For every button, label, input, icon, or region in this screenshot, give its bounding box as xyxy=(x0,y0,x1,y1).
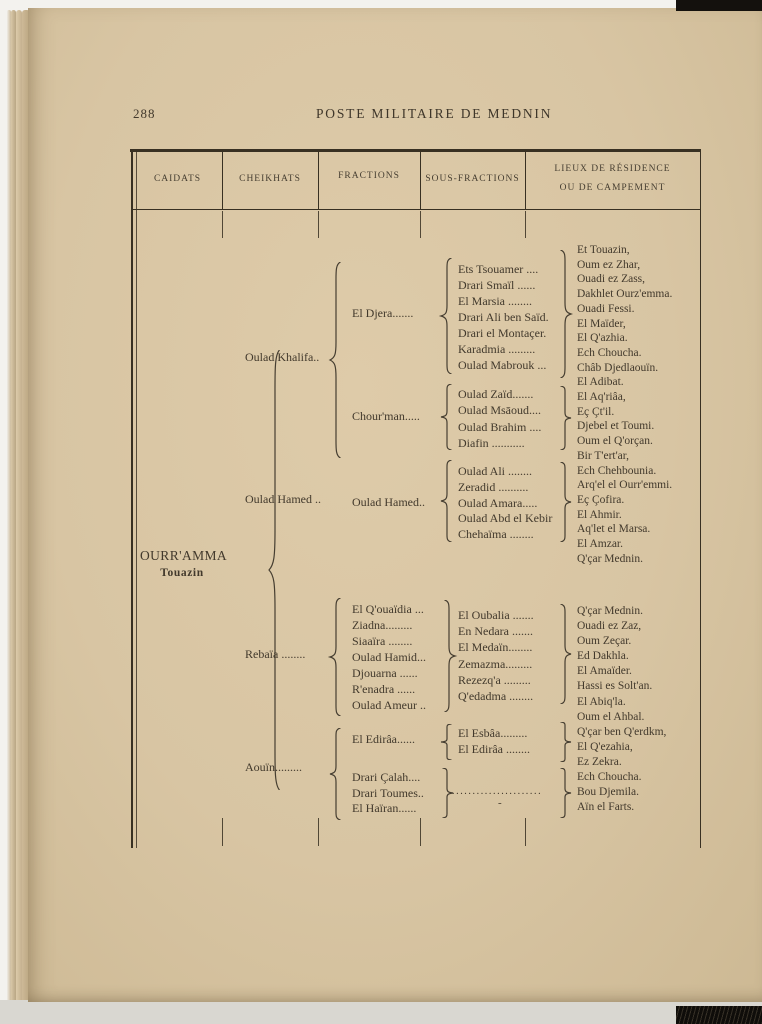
brace-group2-close xyxy=(558,386,574,450)
brace-fraction-djera xyxy=(438,258,454,374)
fraction-entry: Oulad Hamid... xyxy=(352,650,426,664)
lieu-entry: Q'çar Mednin. xyxy=(577,605,643,617)
lieu-entry: Aq'let el Marsa. xyxy=(577,523,651,536)
sous-fraction-entry: Oulad Msāoud.... xyxy=(458,403,541,418)
cheikhat-oulad-hamed: Oulad Hamed .. xyxy=(245,492,321,506)
cheikhat-oulad-khalifa: Oulad Khalifa.. xyxy=(245,350,320,364)
brace-cheikhat-khalifa xyxy=(327,262,343,458)
column-stub-top xyxy=(525,211,526,238)
brace-cheikhat-rebaia xyxy=(327,598,343,716)
fraction-entry: Drari Çalah.... xyxy=(352,770,421,784)
column-stub-bottom xyxy=(525,818,526,846)
sous-fraction-entry: Oulad Amara..... xyxy=(458,495,538,510)
header-sous-fractions: SOUS-FRACTIONS xyxy=(425,174,520,184)
brace-caidat xyxy=(266,350,282,790)
lieu-entry: El Q'azhia. xyxy=(577,332,628,345)
sous-fraction-entry: Drari el Montaçer. xyxy=(458,326,547,340)
column-stub-top xyxy=(318,211,319,238)
lieu-entry: El Amaïder. xyxy=(577,665,632,678)
lieu-entry: Oum Zeçar. xyxy=(577,635,632,648)
sous-fraction-entry: Drari Ali ben Saïd. xyxy=(458,310,549,324)
lieu-entry: Ouadi ez Zaz, xyxy=(577,620,642,633)
fraction-oulad-hamed: Oulad Hamed.. xyxy=(352,495,425,509)
header-fractions: FRACTIONS xyxy=(338,171,400,181)
cheikhat-aouin: Aouïn......... xyxy=(245,760,302,774)
lieu-entry: Bir T'ert'ar, xyxy=(577,449,630,462)
fraction-drari-list xyxy=(352,770,424,817)
lieu-entry: Hassi es Solt'an. xyxy=(577,680,653,693)
fraction-entry: El Q'ouaïdia ... xyxy=(352,602,424,616)
sous-fraction-entry: Rezezq'a ......... xyxy=(458,672,531,687)
sous-fraction-entry: Zemazma......... xyxy=(458,656,533,671)
header-caidats: CAIDATS xyxy=(153,174,202,184)
lieu-entry: El Q'ezahia, xyxy=(577,740,633,753)
brace-group4-close xyxy=(558,604,574,704)
lieu-entry: El Amzar. xyxy=(577,538,623,551)
page-number: 288 xyxy=(133,106,156,121)
lieux-group-b xyxy=(577,604,666,815)
sous-fraction-entry: Oulad Ali ........ xyxy=(458,464,532,478)
lieu-entry: Djebel et Toumi. xyxy=(577,420,655,433)
table-top-border xyxy=(130,149,701,152)
fraction-el-djera: El Djera....... xyxy=(352,306,414,320)
header-cheikhats: CHEIKHATS xyxy=(239,174,301,184)
fraction-entry: Oulad Ameur .. xyxy=(352,698,426,712)
lieu-entry: Eç Çt'il. xyxy=(577,405,615,418)
lieu-entry: El Maïder, xyxy=(577,317,626,330)
fraction-el-ediraa: El Edirâa...... xyxy=(352,732,415,746)
lieu-entry: Ez Zekra. xyxy=(577,755,622,768)
lieu-entry: Dakhlet Ourz'emma. xyxy=(577,288,673,301)
caidat-name: OURR'AMMA xyxy=(140,548,228,563)
scan-artifact-bottom-bar xyxy=(676,1006,762,1024)
lieu-entry: Oum el Q'orçan. xyxy=(577,435,653,448)
lieu-entry: El Aq'riâa, xyxy=(577,391,626,404)
column-stub-bottom xyxy=(420,818,421,846)
lieu-entry: Eç Çofira. xyxy=(577,493,625,506)
fraction-rebaia-list xyxy=(352,601,426,713)
sous-fraction-entry: Chehaïma ........ xyxy=(458,527,534,542)
fraction-entry: Siaaïra ........ xyxy=(352,634,413,648)
sous-fraction-entry: El Esbâa......... xyxy=(458,726,528,740)
lieu-entry: Châb Djedlaouïn. xyxy=(577,361,659,374)
lieu-entry: Q'çar Mednin. xyxy=(577,552,643,565)
header-lieux-line2: OU DE CAMPEMENT xyxy=(559,183,666,193)
fraction-entry: Ziadna......... xyxy=(352,618,413,632)
lieu-entry: El Adibat. xyxy=(577,376,624,389)
lieu-entry: Q'çar ben Q'erdkm, xyxy=(577,725,667,738)
brace-cheikhat-aouin xyxy=(327,728,343,820)
brace-fraction-ediraa xyxy=(438,724,454,760)
sous-fraction-entry: Oulad Mabrouk ... xyxy=(458,358,547,372)
fraction-entry: Djouarna ...... xyxy=(352,666,418,680)
lieu-entry: Ouadi Fessi. xyxy=(577,302,635,315)
lieu-entry: Ech Chehbounia. xyxy=(577,464,657,477)
sous-fraction-entry: Oulad Zaïd....... xyxy=(458,387,534,401)
header-bottom-rule xyxy=(131,209,701,210)
lieu-entry: Arq'el el Ourr'emmi. xyxy=(577,479,673,492)
brace-drari-right xyxy=(558,768,574,818)
sous-fractions-group5 xyxy=(458,725,530,757)
column-stub-bottom xyxy=(318,818,319,846)
sous-fractions-group1 xyxy=(458,261,549,373)
fraction-chourman: Chour'man..... xyxy=(352,409,420,423)
sous-fraction-entry: Karadmia ......... xyxy=(458,342,536,356)
sous-fraction-entry: Zeradid .......... xyxy=(458,479,529,494)
sous-fraction-entry: Q'edadma ........ xyxy=(458,689,534,704)
lieu-entry: Aïn el Farts. xyxy=(577,801,635,814)
lieu-entry: Bou Djemila. xyxy=(577,786,639,799)
sous-fraction-leader-dots: ...................... xyxy=(452,786,543,797)
column-stub-top xyxy=(222,211,223,238)
brace-rebaia-fractions-close xyxy=(442,600,458,712)
brace-group1-close xyxy=(558,250,574,378)
lieu-entry: Ech Choucha. xyxy=(577,771,642,784)
lieu-entry: Oum el Ahbal. xyxy=(577,710,645,723)
brace-fraction-chourman xyxy=(438,384,454,450)
cheikhat-rebaia: Rebaïa ........ xyxy=(245,647,306,661)
sous-fraction-entry: Drari Smaïl ...... xyxy=(458,278,536,292)
sous-fractions-group3 xyxy=(458,464,552,543)
lieu-entry: El Abiq'la. xyxy=(577,695,626,708)
sous-fraction-entry: Diafin ........... xyxy=(458,435,525,450)
fraction-entry: Drari Toumes.. xyxy=(352,785,424,800)
scanner-bed xyxy=(0,1000,762,1024)
scan-artifact-top-bar xyxy=(676,0,762,11)
sous-fraction-entry: El Edirâa ........ xyxy=(458,742,530,756)
sous-fraction-entry: El Medaïn........ xyxy=(458,640,533,655)
fraction-entry: R'enadra ...... xyxy=(352,682,416,696)
table-right-border xyxy=(700,149,701,848)
brace-group5-close xyxy=(558,722,574,762)
column-divider xyxy=(525,151,526,209)
lieux-group-a xyxy=(577,243,672,566)
sous-fraction-entry: Ets Tsouamer .... xyxy=(458,262,539,276)
lieu-entry: Ed Dakhla. xyxy=(577,650,629,663)
sous-fraction-entry: En Nedara ....... xyxy=(458,624,533,639)
column-stub-top xyxy=(420,211,421,238)
lieu-entry: Et Touazin, xyxy=(577,244,630,256)
sous-fractions-group2 xyxy=(458,386,541,451)
lieu-entry: Oum ez Zhar, xyxy=(577,258,641,271)
sous-fractions-group4 xyxy=(458,607,534,704)
table-left-border-inner xyxy=(136,151,137,848)
lieu-entry: El Ahmir. xyxy=(577,508,622,521)
fraction-entry: El Haïran...... xyxy=(352,801,417,816)
header-lieux-line1: LIEUX DE RÉSIDENCE xyxy=(554,164,671,174)
caidat-subname: Touazin xyxy=(160,567,204,579)
sous-fraction-entry: Oulad Brahim .... xyxy=(458,419,542,434)
lieu-entry: Ech Choucha. xyxy=(577,346,642,359)
brace-drari-fractions-close xyxy=(440,768,456,818)
sous-fraction-entry: Oulad Abd el Kebir xyxy=(458,511,553,526)
page-title: POSTE MILITAIRE DE MEDNIN xyxy=(316,106,553,121)
sous-fraction-entry: El Marsia ........ xyxy=(458,294,532,308)
sous-fraction-entry: El Oubalia ....... xyxy=(458,608,534,622)
brace-fraction-hamed xyxy=(438,460,454,542)
column-stub-bottom xyxy=(222,818,223,846)
sous-fraction-dash: - xyxy=(498,797,502,809)
brace-group3-close xyxy=(558,462,574,542)
lieu-entry: Ouadi ez Zass, xyxy=(577,273,646,286)
table-left-border xyxy=(131,149,133,848)
